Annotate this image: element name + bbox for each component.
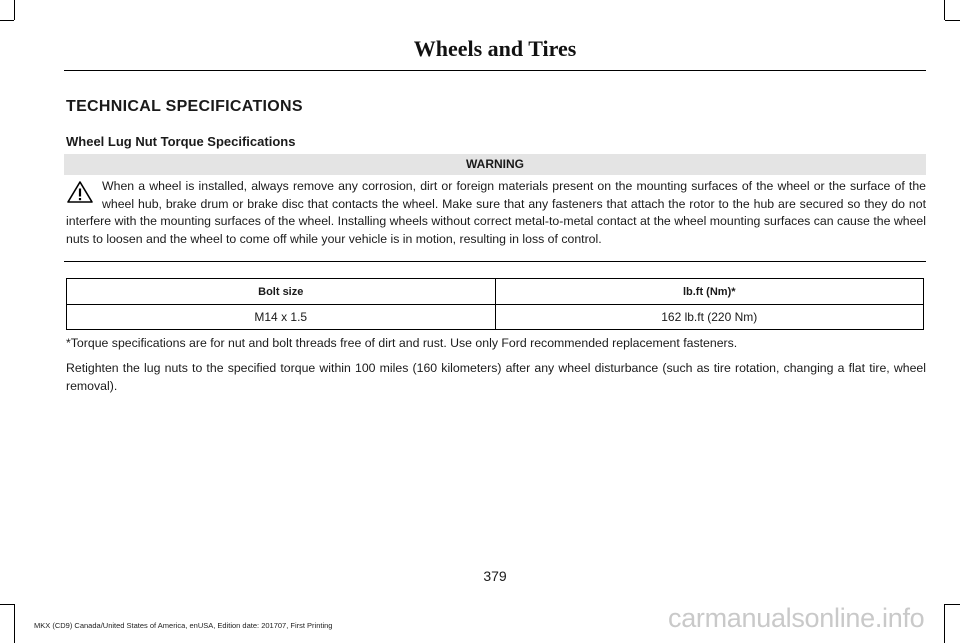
- table-cell: M14 x 1.5: [67, 305, 496, 330]
- warning-text-block: [66, 178, 926, 248]
- page-header-title: Wheels and Tires: [413, 36, 577, 61]
- warning-label-bar: WARNING: [64, 154, 926, 175]
- table-header-cell: lb.ft (Nm)*: [495, 279, 924, 305]
- crop-mark: [0, 604, 14, 605]
- page-number: 379: [483, 568, 507, 584]
- crop-mark: [944, 0, 945, 20]
- crop-mark: [14, 604, 15, 643]
- header-divider: [64, 70, 926, 71]
- warning-divider: [64, 261, 926, 262]
- watermark: carmanualsonline.info: [668, 603, 925, 633]
- crop-mark: [945, 20, 960, 21]
- table-header-cell: Bolt size: [67, 279, 496, 305]
- table-cell: 162 lb.ft (220 Nm): [495, 305, 924, 330]
- edition-info: MKX (CD9) Canada/United States of America, enUSA, Edition date: 201707, First Printing: [34, 621, 333, 630]
- section-heading: TECHNICAL SPECIFICATIONS: [66, 98, 303, 115]
- crop-mark: [944, 604, 945, 643]
- warning-text: When a wheel is installed, always remove any corrosion, dirt or foreign materials present on the mounting surfaces of the wheel or the surface of the wheel hub, brake drum or brake disc that contacts the wheel. Make sure that any fasteners that attach the rotor to the hub are secured so they do not interfere with the mounting surfaces of the wheel. Installing wheels without correct metal-to-metal contact at the wheel mounting surfaces can cause the wheel nuts to loosen and the wheel to come off while your vehicle is in motion, resulting in loss of control.: [66, 179, 926, 246]
- torque-spec-table: [66, 278, 924, 330]
- crop-mark: [945, 604, 960, 605]
- torque-footnote: *Torque specifications are for nut and bolt threads free of dirt and rust. Use only Ford recommended replacement fasteners.: [66, 336, 738, 350]
- section-subheading: Wheel Lug Nut Torque Specifications: [66, 134, 296, 149]
- table-header-row: [67, 279, 924, 305]
- crop-mark: [14, 0, 15, 20]
- table-row: [67, 305, 924, 330]
- crop-mark: [0, 20, 14, 21]
- retighten-note: Retighten the lug nuts to the specified torque within 100 miles (160 kilometers) after any wheel disturbance (such as tire rotation, changing a flat tire, wheel removal).: [66, 361, 926, 393]
